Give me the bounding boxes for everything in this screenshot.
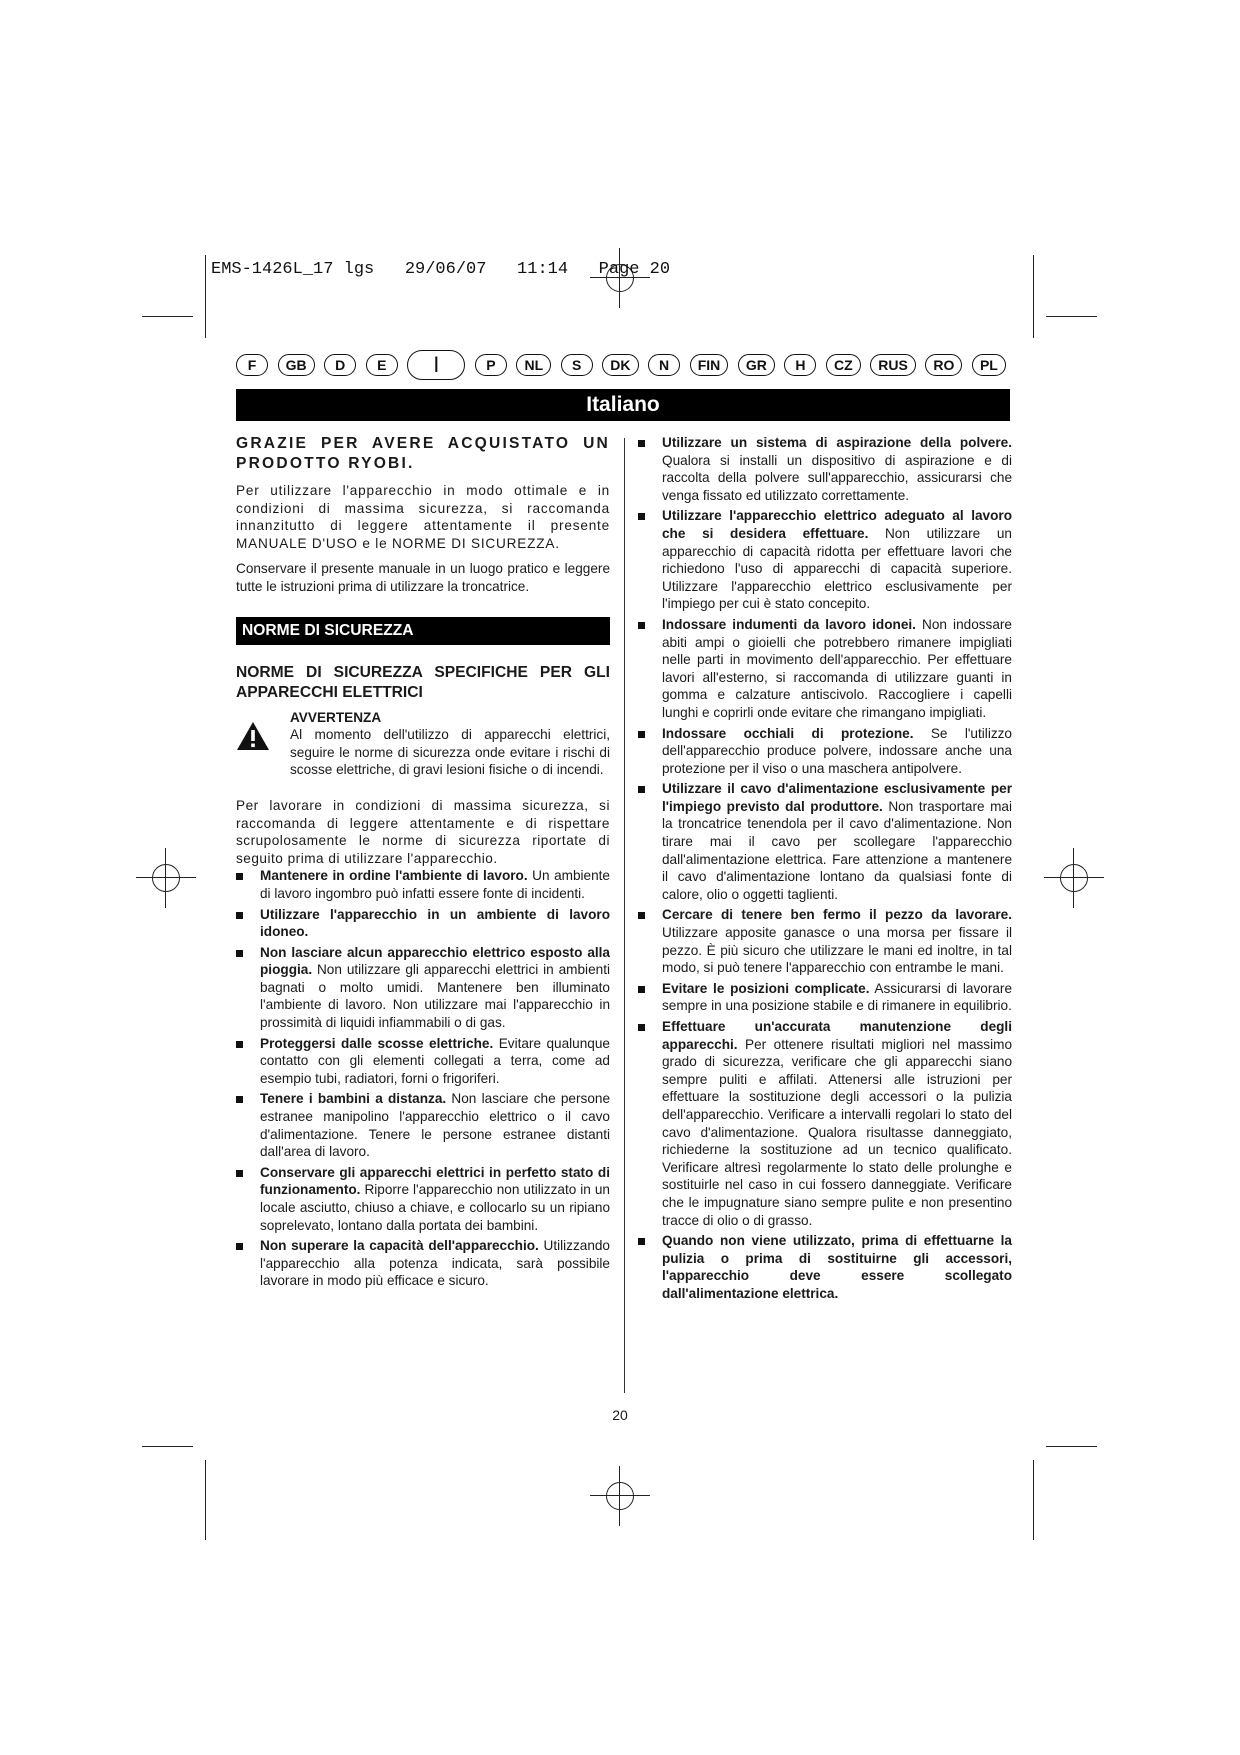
intro-paragraph: Per utilizzare l'apparecchio in modo ottimale e in condizioni di massima sicurezza, si raccomanda innanzitutto di leggere attentamente il presente MANUALE D'USO e le NORME DI SICUREZZA.: [236, 483, 610, 551]
list-item-title: Non lasciare alcun apparecchio elettrico esposto alla pioggia.: [260, 944, 610, 978]
list-item-text: Utilizzando l'apparecchio alla potenza indicata, sarà possibile lavorare in modo più efficace e sicuro.: [260, 1238, 610, 1289]
registration-mark-right: [1044, 848, 1104, 908]
language-pill-h: H: [784, 354, 816, 376]
list-item-title: Indossare occhiali di protezione.: [662, 725, 914, 741]
list-item-text: Per ottenere risultati migliori nel massimo grado di sicurezza, verificare che gli apparecchi siano sempre puliti e affilati. Attenersi alle istruzioni per effettuare la sostituzione degli accessori o la pulizia dell'apparecchio. Verificare a intervalli regolari lo stato del cavo d'alimentazione. Qualora risultasse danneggiato, richiederne la sostituzione ad un tecnico qualificato. Verificare altresì regolarmente lo stato delle prolunghe e sostituirle nel caso in cui fossero danneggiate. Verificare che le impugnature siano sempre pulite e non presentino tracce di olio o di grasso.: [662, 1036, 1012, 1228]
list-item-text: Non utilizzare un apparecchio di capacità ridotta per effettuare lavori che richiedono l'uso di apparecchi di capacità superiore. Utilizzare l'apparecchio elettrico esclusivamente per l'impiego per cui è stato concepito.: [662, 525, 1012, 612]
right-column: [638, 434, 1012, 1306]
crop-mark: [1033, 1460, 1034, 1540]
list-item-text: Un ambiente di lavoro ingombro può infatti essere fonte di incidenti.: [260, 868, 610, 901]
list-item-text: Non lasciare che persone estranee manipolino l'apparecchio elettrico o il cavo d'alimentazione. Tenere le persone estranee distanti dall'area di lavoro.: [260, 1091, 610, 1160]
list-item: [236, 867, 610, 902]
list-item: [638, 616, 1012, 722]
crop-mark: [1046, 1446, 1097, 1447]
crop-mark: [205, 255, 206, 338]
subheading: NORME DI SICUREZZA SPECIFICHE PER GLI APPARECCHI ELETTRICI: [236, 663, 610, 701]
safety-paragraph: Per lavorare in condizioni di massima sicurezza, si raccomanda di leggere attentamente e di rispettare scrupolosamente le norme di sicurezza riportate di seguito prima di utilizzare l'apparecchio.: [236, 797, 610, 866]
list-item-title: Non superare la capacità dell'apparecchio.: [260, 1238, 539, 1254]
list-item-title: Utilizzare un sistema di aspirazione della polvere.: [662, 435, 1012, 450]
list-item: [638, 780, 1012, 903]
list-item: [638, 906, 1012, 976]
language-pill-ro: RO: [925, 354, 962, 376]
language-selector: [236, 350, 1006, 380]
crop-mark: [1033, 255, 1034, 338]
list-item: [236, 1164, 610, 1234]
list-item: [236, 1035, 610, 1088]
crop-mark: [142, 316, 193, 317]
list-item-text: Assicurarsi di lavorare sempre in una posizione stabile e di rimanere in equilibrio.: [662, 980, 1012, 1014]
list-item: [236, 944, 610, 1032]
print-slug: EMS-1426L_17 lgs 29/06/07 11:14 Page 20: [211, 260, 671, 279]
list-item-title: Tenere i bambini a distanza.: [260, 1091, 447, 1107]
registration-mark-left: [136, 848, 196, 908]
language-pill-dk: DK: [602, 354, 638, 376]
warning-text: Al momento dell'utilizzo di apparecchi elettrici, seguire le norme di sicurezza onde evitare i rischi di scosse elettriche, di gravi lesioni fisiche o di incendi.: [290, 727, 610, 778]
crop-mark: [1046, 316, 1097, 317]
list-item-title: Mantenere in ordine l'ambiente di lavoro.: [260, 868, 528, 884]
language-pill-p: P: [475, 354, 507, 376]
list-item-text: Qualora si installi un dispositivo di aspirazione e di raccolta della polvere sull'apparecchio, assicurarsi che venga fissato ed utilizzato correttamente.: [662, 452, 1012, 503]
right-bullet-list: [638, 434, 1012, 1303]
language-pill-pl: PL: [972, 354, 1006, 376]
list-item: [236, 1237, 610, 1290]
language-pill-f: F: [236, 354, 268, 376]
thank-you-heading: GRAZIE PER AVERE ACQUISTATO UN PRODOTTO RYOBI.: [236, 435, 610, 472]
language-pill-n: N: [648, 354, 680, 376]
list-item-title: Cercare di tenere ben fermo il pezzo da lavorare.: [662, 907, 1012, 923]
language-pill-d: D: [324, 354, 356, 376]
list-item: [638, 725, 1012, 778]
language-pill-gr: GR: [738, 354, 775, 376]
language-pill-nl: NL: [516, 354, 551, 376]
list-item-title: Quando non viene utilizzato, prima di effettuarne la pulizia o prima di sostituirne gli accessori, l'apparecchio deve essere scollegato dall'alimentazione elettrica.: [662, 1233, 1012, 1301]
list-item-text: Utilizzare apposite ganasce o una morsa per fissare il pezzo. È più sicuro che utilizzare le mani ed inoltre, in tal modo, si può tenere l'apparecchio con entrambe le mani.: [662, 925, 1012, 976]
crop-mark: [205, 1460, 206, 1540]
list-item-text: Non trasportare mai la troncatrice tenendola per il cavo d'alimentazione. Non tirare mai il cavo per scollegare l'apparecchio dall'alimentazione elettrica. Fare attenzione a mantenere il cavo d'alimentazione lontano da qualsiasi fonte di calore, olio o oggetti taglienti.: [662, 798, 1012, 902]
list-item-text: Se l'utilizzo dell'apparecchio produce polvere, indossare anche una protezione per il viso o una maschera antipolvere.: [662, 725, 1012, 776]
list-item-text: Evitare qualunque contatto con gli elementi collegati a terra, come ad esempio tubi, radiatori, forni o frigoriferi.: [260, 1035, 610, 1086]
list-item: [236, 906, 610, 941]
section-title: NORME DI SICUREZZA: [236, 617, 610, 645]
warning-box: [236, 709, 610, 779]
list-item-title: Utilizzare l'apparecchio elettrico adeguato al lavoro che si desidera effettuare.: [662, 508, 1012, 541]
language-pill-s: S: [561, 354, 593, 376]
list-item-text: Riporre l'apparecchio non utilizzato in un locale asciutto, chiuso a chiave, e collocarlo su un ripiano soprelevato, lontano dalla portata dei bambini.: [260, 1182, 610, 1233]
intro-paragraph-2: Conservare il presente manuale in un luogo pratico e leggere tutte le istruzioni prima di utilizzare la troncatrice.: [236, 561, 610, 594]
warning-title: AVVERTENZA: [290, 709, 382, 725]
left-column: [236, 434, 610, 1293]
page-title: Italiano: [236, 389, 1010, 421]
list-item-title: Indossare indumenti da lavoro idonei.: [662, 616, 916, 632]
list-item: [236, 1090, 610, 1160]
list-item: [638, 980, 1012, 1015]
language-pill-fin: FIN: [690, 354, 729, 376]
list-item-text: Non utilizzare gli apparecchi elettrici in ambienti bagnati o molto umidi. Mantenere ben illuminato l'ambiente di lavoro. Non utilizzare mai l'apparecchio in prossimità di liquidi infiammabili o di gas.: [260, 962, 610, 1031]
warning-triangle-icon: [236, 721, 270, 751]
language-pill-e: E: [366, 354, 398, 376]
list-item-text: Non indossare abiti ampi o gioielli che potrebbero rimanere impigliati nelle parti in movimento dell'apparecchio. Per effettuare lavori all'esterno, si raccomanda di utilizzare guanti in gomma e calzature antiscivolo. Raccogliere i capelli lunghi e coprirli onde evitare che rimangano impigliati.: [662, 616, 1012, 720]
list-item-title: Utilizzare il cavo d'alimentazione esclusivamente per l'impiego previsto dal produttore.: [662, 781, 1012, 814]
list-item: [638, 507, 1012, 613]
list-item-title: Conservare gli apparecchi elettrici in perfetto stato di funzionamento.: [260, 1164, 610, 1198]
column-divider: [624, 438, 625, 1393]
registration-mark-bottom: [590, 1466, 650, 1526]
list-item: [638, 1018, 1012, 1229]
list-item-title: Utilizzare l'apparecchio in un ambiente di lavoro idoneo.: [260, 906, 610, 940]
list-item-title: Evitare le posizioni complicate.: [662, 980, 870, 996]
page-number: 20: [612, 1407, 628, 1423]
language-pill-gb: GB: [278, 354, 315, 376]
crop-mark: [142, 1446, 193, 1447]
left-bullet-list: [236, 867, 610, 1290]
list-item: [638, 1232, 1012, 1302]
list-item-title: Proteggersi dalle scosse elettriche.: [260, 1035, 494, 1051]
language-pill-rus: RUS: [870, 354, 916, 376]
language-pill-i: I: [407, 350, 465, 380]
language-pill-cz: CZ: [826, 354, 861, 376]
list-item-title: Effettuare un'accurata manutenzione degli apparecchi.: [662, 1019, 1012, 1052]
list-item: [638, 434, 1012, 504]
